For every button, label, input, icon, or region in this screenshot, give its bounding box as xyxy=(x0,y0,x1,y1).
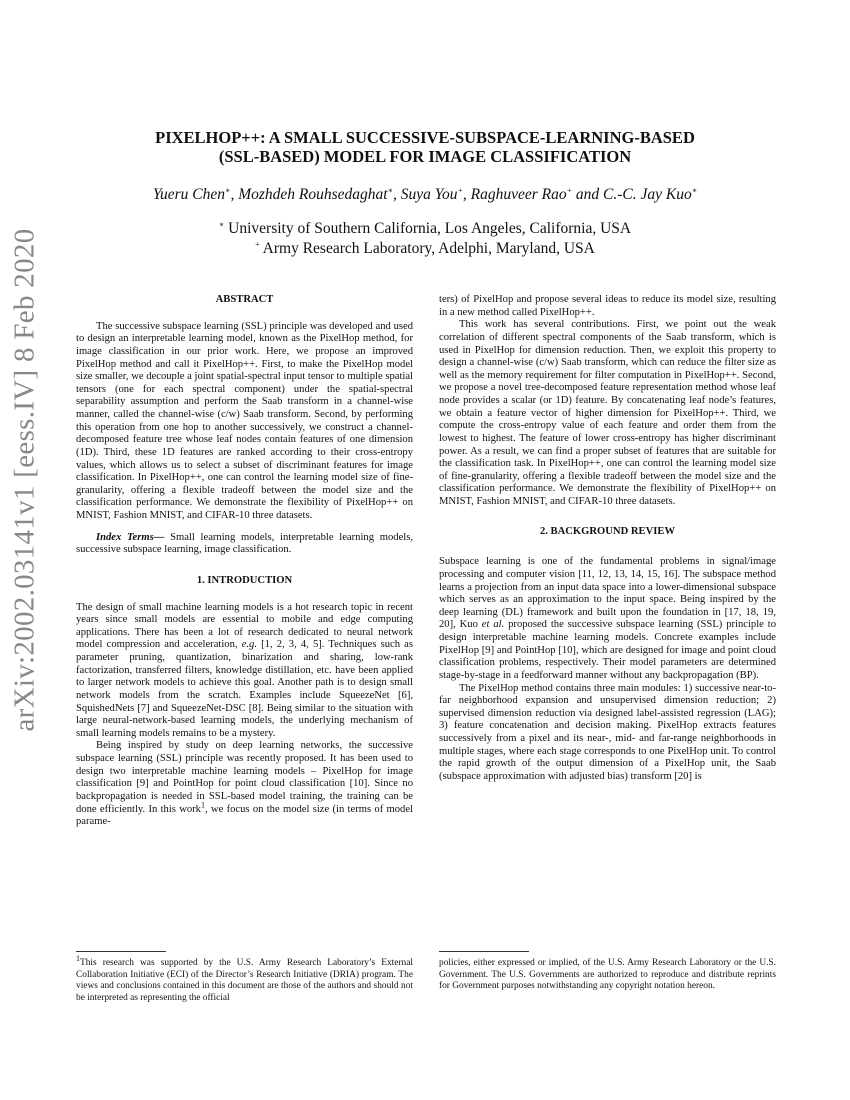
author-list xyxy=(60,186,790,204)
affiliation-text: Army Research Laboratory, Adelphi, Maryland, USA xyxy=(259,240,595,257)
affiliation-mark: + xyxy=(255,239,260,249)
index-terms xyxy=(76,532,413,557)
section-2-heading: 2. BACKGROUND REVIEW xyxy=(539,525,676,537)
intro-p1-text: The design of small machine learning models is a hot research topic in recent years since small models are essential to mobile and edge computing applications. There has been a lot of research dedicated to neural network model compression and acceleration, xyxy=(76,601,413,651)
background-paragraph-1 xyxy=(439,556,776,682)
index-terms-label: Index Terms— xyxy=(96,531,165,543)
intro-p1-eg: e.g. xyxy=(241,639,257,651)
intro-p1-text-cont: [1, 2, 3, 4, 5]. Techniques such as parameter pruning, quantization, binarization and sharing, low-rank factorization, transferred filters, knowledge distillation, etc. have been applied to larger network models to achieve this goal. Another path is to design small network models from the scratch. Examples include SqueezeNet [6], SquishedNets [7] and SqueezeNet-DSC [8]. Being similar to the situation with large neural-network-based learning models, the underlying mechanism of small learning models remains to be a mystery. xyxy=(76,639,413,739)
bg-p1-etal: et al. xyxy=(481,619,505,631)
author-name: , Raghuveer Rao xyxy=(462,186,567,203)
footnote-left xyxy=(76,953,413,1004)
author-name: Yueru Chen xyxy=(152,186,226,203)
paper-title xyxy=(60,128,790,166)
bg-p1-text-cont: proposed the successive subspace learning (SSL) principle to design interpretable machine learning models. Concrete examples include PixelHop [9] and PointHop [10], which are designed for image and point cloud classification problems, respectively. Their model parameters are determined stage-by-stage in a feedforward manner without any backpropagation (BP). xyxy=(439,619,776,681)
affiliation-mark: ∗ xyxy=(691,185,698,195)
section-1-heading: 1. INTRODUCTION xyxy=(196,574,293,586)
intro-p2-text: Being inspired by study on deep learning networks, the successive subspace learning (SSL) principle was recently proposed. It has been used to design two interpretable machine learning models – PixelHop for image classification [9] and PointHop for point cloud classification [10]. Since no backpropagation is needed in SSL-based model training, the training can be done efficiently. In this work xyxy=(76,740,413,815)
author-name: , Mozhdeh Rouhsedaghat xyxy=(230,186,388,203)
right-column xyxy=(439,294,776,784)
affiliation-text: University of Southern California, Los Angeles, California, USA xyxy=(224,220,632,237)
abstract-heading: ABSTRACT xyxy=(215,294,274,305)
footnote-mark: 1 xyxy=(200,799,205,809)
background-paragraph-2: The PixelHop method contains three main modules: 1) successive near-to-far neighborhood expansion and unsupervised dimension reduction; 2) supervised dimension reduction via designed label-assisted regression (LAG); 3) feature concatenation and decision making. PixelHop extracts features successively from a pixel and its near-, mid- and far-range neighborhoods in multiple stages, where each stage corresponds to one PixelHop unit. To control the rapid growth of the output dimension of a PixelHop unit, the Saab (subspace approximation with adjusted bias) transform [20] is xyxy=(439,682,776,782)
index-terms-text: Small learning models, interpretable learning models, successive subspace learning, image classification. xyxy=(76,531,413,556)
intro-paragraph-3: ters) of PixelHop and propose several ideas to reduce its model size, resulting in a new method called PixelHop++. xyxy=(439,294,776,318)
title-line-1: PIXELHOP++: A SMALL SUCCESSIVE-SUBSPACE-LEARNING-BASED xyxy=(155,128,695,147)
affiliation-usc xyxy=(60,220,790,238)
affiliation-arl xyxy=(60,240,790,258)
affiliation-mark: + xyxy=(457,185,463,195)
footnote-divider-left xyxy=(76,951,166,952)
author-name: and C.-C. Jay Kuo xyxy=(572,186,692,203)
footnote-divider-right xyxy=(439,951,529,952)
bg-p1-text: Subspace learning is one of the fundamental problems in signal/image processing and computer vision [11, 12, 13, 14, 15, 16]. The subspace method learns a projection from an input data space into a lower-dimensional subspace which serves as an approximation to the input space. Being inspired by the deep learning (DL) framework and built upon the foundation in [17, 18, 19, 20], Kuo xyxy=(439,556,776,631)
intro-p2-text-cont: , we focus on the model size (in terms of model parame- xyxy=(76,803,413,828)
affiliation-mark: ∗ xyxy=(225,185,231,195)
intro-paragraph-1 xyxy=(76,602,413,741)
footnote-right-text: policies, either expressed or implied, of the U.S. Army Research Laboratory or the U.S. Government. The U.S. Governments are authorized to reproduce and distribute reprints for Government purposes notwithstanding any copyright notation hereon. xyxy=(439,958,776,991)
footnote-left-text: This research was supported by the U.S. Army Research Laboratory’s External Collaboration Initiative (ECI) of the Director’s Research Initiative (DRIA) program. The views and conclusions contained in this document are those of the authors and should not be interpreted as representing the official xyxy=(76,958,413,1003)
left-column xyxy=(76,294,413,829)
footnote-mark: 1 xyxy=(76,953,80,963)
arxiv-stamp-text: arXiv:2002.03141v1 [eess.IV] 8 Feb 2020 xyxy=(8,228,41,732)
intro-paragraph-4: This work has several contributions. First, we point out the weak correlation of different spectral components of the Saab transform, which is used in PixelHop for dimension reduction. Then, we exploit this property to design a channel-wise (c/w) Saab transform, which can reduce the filter size as well as the memory requirement for filter computation in PixelHop++. Second, we propose a novel tree-decomposed feature representation method whose leaf node provides a scalar (or 1D) feature. By concatenating leaf node’s features, we obtain a feature vector of higher dimension for PixelHop++. Third, we compute the cross-entropy value of each feature and order them from the lowest to highest. The feature of lower cross-entropy has higher discriminant power. As a result, we can find a proper subset of features that are suitable for the classification task. In PixelHop++, one can control the learning model size of fine-granularity, offering a flexible tradeoff between the model size and the classification performance. We demonstrate the flexibility of PixelHop++ on MNIST, Fashion MNIST, and CIFAR-10 three datasets. xyxy=(439,319,776,507)
author-name: , Suya You xyxy=(393,186,458,203)
footnote-right xyxy=(439,958,776,993)
affiliation-mark: ∗ xyxy=(387,185,394,195)
affiliation-mark: + xyxy=(566,185,573,195)
affiliation-mark: ∗ xyxy=(218,219,225,229)
arxiv-stamp xyxy=(5,228,45,732)
intro-paragraph-2 xyxy=(76,740,413,828)
title-line-2: (SSL-BASED) MODEL FOR IMAGE CLASSIFICATION xyxy=(218,147,632,166)
abstract-text: The successive subspace learning (SSL) principle was developed and used to design an interpretable learning model, known as the PixelHop method, for image classification in our prior work. Here, we propose an improved PixelHop method and call it PixelHop++. First, to make the PixelHop model size smaller, we decouple a joint spatial-spectral input tensor to multiple spatial tensors (one for each spectral component) under the spatial-spectral separability assumption and perform the Saab transform in a channel-wise manner, called the channel-wise (c/w) Saab transform. Second, by performing this operation from one hop to another successively, we construct a channel-decomposed feature tree whose leaf nodes contain features of one dimension (1D). Third, these 1D features are ranked according to their cross-entropy values, which allows us to select a subset of discriminant features for image classification. In PixelHop++, one can control the learning model size of fine-granularity, offering a flexible tradeoff between the model size and the classification performance. We demonstrate the flexibility of PixelHop++ on MNIST, Fashion MNIST, and CIFAR-10 three datasets. xyxy=(76,320,413,521)
